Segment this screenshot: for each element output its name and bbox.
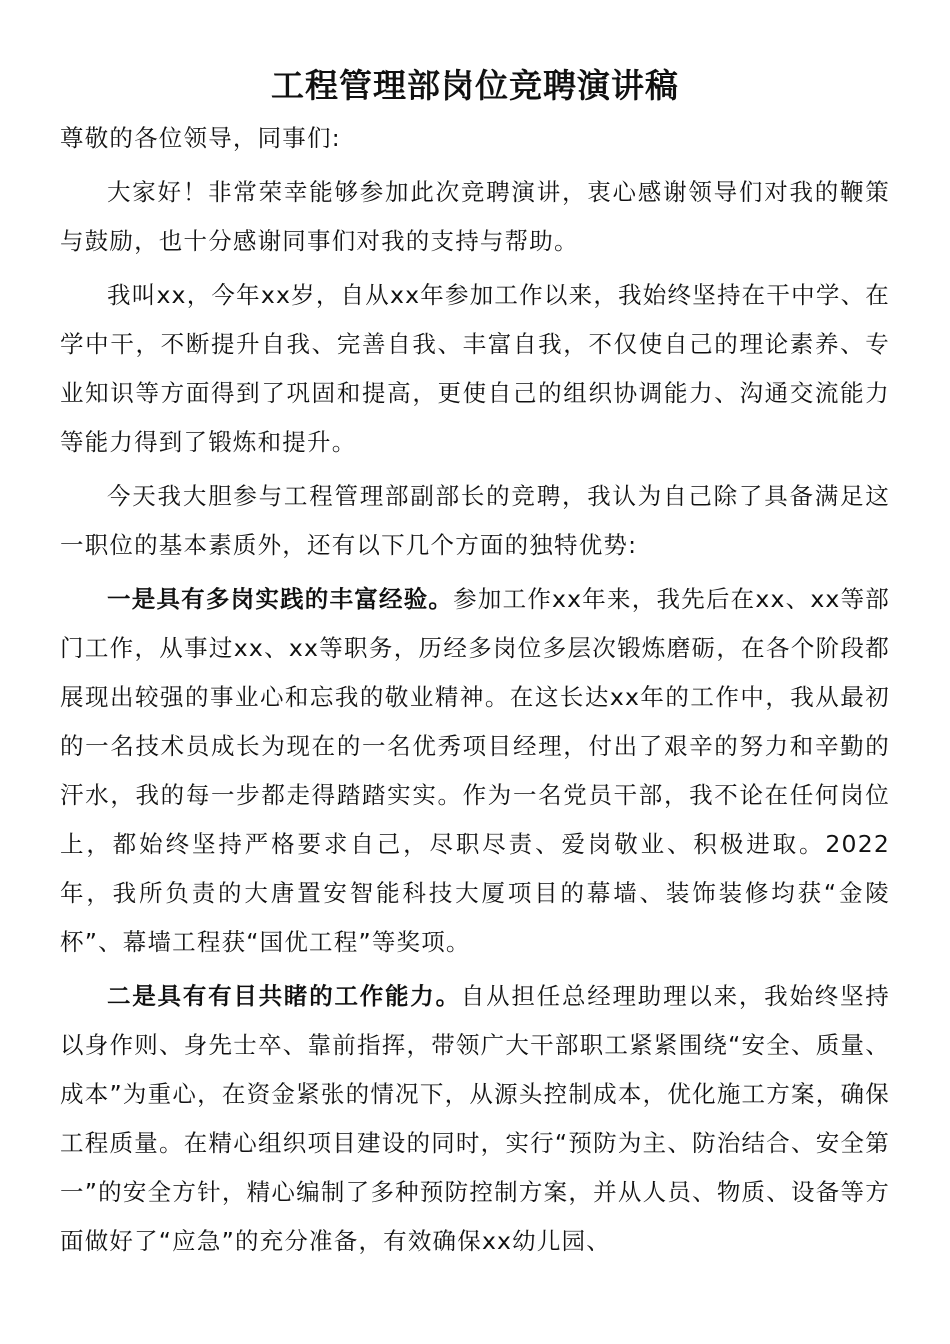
paragraph-self-intro <box>60 271 890 467</box>
paragraph-greeting <box>60 168 890 266</box>
paragraph-advantage-experience <box>60 575 890 967</box>
paragraph-lead: 一是具有多岗实践的丰富经验。 <box>107 585 454 613</box>
document-body <box>60 114 890 1271</box>
paragraph-text: 我叫xx，今年xx岁，自从xx年参加工作以来，我始终坚持在干中学、在学中干，不断提升自我、完善自我、丰富自我，不仅使自己的理论素养、专业知识等方面得到了巩固和提高，更使自己的组织协调能力、沟通交流能力等能力得到了锻炼和提升。 <box>60 281 890 456</box>
paragraph-lead: 二是具有有目共睹的工作能力。 <box>107 982 461 1010</box>
paragraph-text: 参加工作xx年来，我先后在xx、xx等部门工作，从事过xx、xx等职务，历经多岗位多层次锻炼磨砺，在各个阶段都展现出较强的事业心和忘我的敬业精神。在这长达xx年的工作中，我从最初的一名技术员成长为现在的一名优秀项目经理，付出了艰辛的努力和辛勤的汗水，我的每一步都走得踏踏实实。作为一名党员干部，我不论在任何岗位上，都始终坚持严格要求自己，尽职尽责、爱岗敬业、积极进取。2022年，我所负责的大唐置安智能科技大厦项目的幕墙、装饰装修均获“金陵杯”、幕墙工程获“国优工程”等奖项。 <box>60 585 890 956</box>
paragraph-text: 今天我大胆参与工程管理部副部长的竞聘，我认为自己除了具备满足这一职位的基本素质外，还有以下几个方面的独特优势: <box>60 482 890 559</box>
paragraph-advantage-ability <box>60 972 890 1266</box>
paragraph-text: 自从担任总经理助理以来，我始终坚持以身作则、身先士卒、靠前指挥，带领广大干部职工紧紧围绕“安全、质量、成本”为重心，在资金紧张的情况下，从源头控制成本，优化施工方案，确保工程质量。在精心组织项目建设的同时，实行“预防为主、防治结合、安全第一”的安全方针，精心编制了多种预防控制方案，并从人员、物质、设备等方面做好了“应急”的充分准备，有效确保xx幼儿园、 <box>60 982 890 1255</box>
salutation: 尊敬的各位领导，同事们: <box>60 124 341 152</box>
paragraph-text: 大家好！非常荣幸能够参加此次竞聘演讲，衷心感谢领导们对我的鞭策与鼓励，也十分感谢同事们对我的支持与帮助。 <box>60 178 890 255</box>
paragraph-position-intro <box>60 472 890 570</box>
page-title: 工程管理部岗位竞聘演讲稿 <box>271 66 679 105</box>
